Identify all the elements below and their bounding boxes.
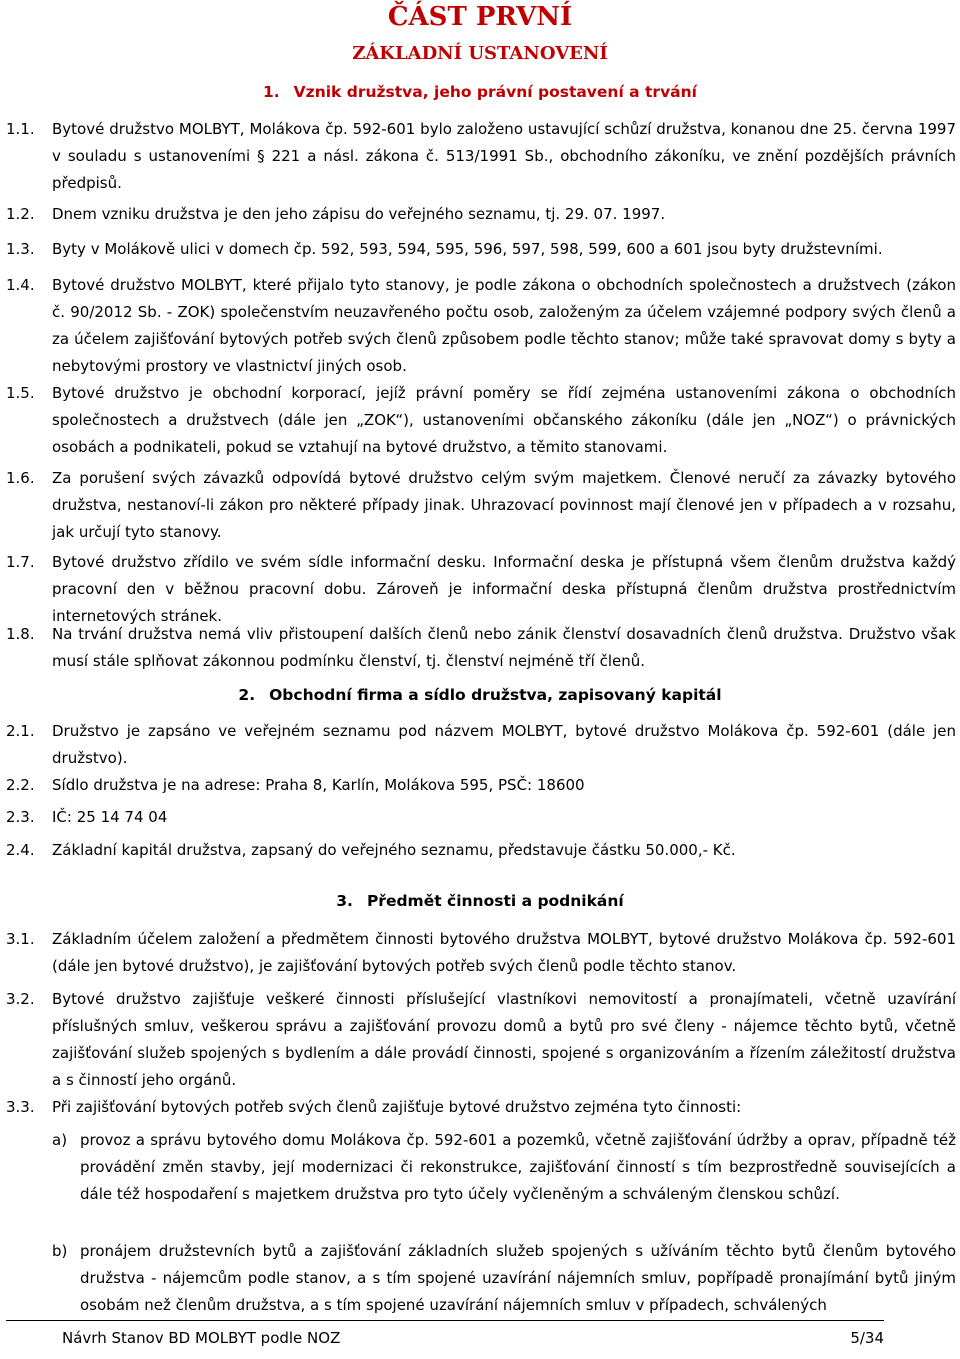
part-title: ČÁST PRVNÍ <box>387 2 573 32</box>
section-number: 1. <box>262 83 280 101</box>
paragraph-number: 1.7. <box>6 553 35 571</box>
paragraph-1-8 <box>6 621 956 675</box>
paragraph-text: Družstvo je zapsáno ve veřejném seznamu pod názvem MOLBYT, bytové družstvo Molákova čp. 592-601 (dále jen družstvo). <box>52 722 956 767</box>
paragraph-text: Sídlo družstva je na adrese: Praha 8, Karlín, Molákova 595, PSČ: 18600 <box>52 776 585 794</box>
paragraph-text: Bytové družstvo je obchodní korporací, jejíž právní poměry se řídí zejména ustanoveními zákona o obchodních společnostech a družstvech (dále jen „ZOK“), ustanoveními občanského zákoníku (dále jen „NOZ“) o právnických osobách a podnikateli, pokud se vztahují na bytové družstvo, a těmito stanovami. <box>52 384 956 456</box>
paragraph-text: Bytové družstvo zajišťuje veškeré činnosti příslušející vlastníkovi nemovitostí a pronajímateli, včetně uzavírání příslušných smluv, veškerou správu a zajišťování provozu domů a bytů pro své členy - nájemce těchto bytů, včetně zajišťování služeb spojených s bydlením a dále provádí činnosti, spojené s organizováním a řízením záležitostí družstva a s činností jeho orgánů. <box>52 990 956 1089</box>
paragraph-text: Bytové družstvo zřídilo ve svém sídle informační desku. Informační deska je přístupná všem členům družstva každý pracovní den v běžnou pracovní dobu. Zároveň je informační deska přístupná členům družstva prostřednictvím internetových stránek. <box>52 553 956 625</box>
paragraph-1-6 <box>6 465 956 546</box>
paragraph-1-7 <box>6 549 956 630</box>
paragraph-number: 2.1. <box>6 722 35 740</box>
paragraph-text: Základní kapitál družstva, zapsaný do veřejného seznamu, představuje částku 50.000,- Kč. <box>52 841 736 859</box>
item-label: b) <box>52 1242 68 1260</box>
section-number: 3. <box>336 892 353 910</box>
section-number: 2. <box>238 686 256 704</box>
paragraph-2-2 <box>6 772 956 799</box>
section-title: Předmět činnosti a podnikání <box>366 892 624 910</box>
paragraph-text: Při zajišťování bytových potřeb svých členů zajišťuje bytové družstvo zejména tyto činnosti: <box>52 1098 742 1116</box>
item-text: provoz a správu bytového domu Molákova čp. 592-601 a pozemků, včetně zajišťování údržby a oprav, případně též provádění změn stavby, její modernizaci či rekonstrukce, zajišťování činností s tím bezprostředně souvisejících a dále též hospodaření s majetkem družstva pro tyto účely vyčleněným a schváleným členskou schůzí. <box>80 1131 956 1203</box>
paragraph-3-1 <box>6 926 956 980</box>
paragraph-text: Bytové družstvo MOLBYT, které přijalo tyto stanovy, je podle zákona o obchodních společnostech a družstvech (zákon č. 90/2012 Sb. - ZOK) společenstvím neuzavřeného počtu osob, založeným za účelem vzájemné podpory svých členů a za účelem zajišťování bytových potřeb svých členů způsobem podle těchto stanov; může také spravovat domy s byty a nebytovými prostory ve vlastnictví jiných osob. <box>52 276 956 375</box>
section-title: Vznik družstva, jeho právní postavení a trvání <box>293 83 697 101</box>
paragraph-number: 3.1. <box>6 930 35 948</box>
section-title: Obchodní firma a sídlo družstva, zapisovaný kapitál <box>269 686 722 704</box>
paragraph-1-4 <box>6 272 956 380</box>
paragraph-number: 1.1. <box>6 120 35 138</box>
paragraph-number: 1.4. <box>6 276 35 294</box>
paragraph-number: 1.3. <box>6 240 35 258</box>
paragraph-number: 1.2. <box>6 205 35 223</box>
paragraph-3-3 <box>6 1094 956 1121</box>
paragraph-text: Za porušení svých závazků odpovídá bytové družstvo celým svým majetkem. Členové neručí za závazky bytového družstva, nestanoví-li zákon pro některé případy jinak. Uhrazovací povinnost mají členové jen v případech a v rozsahu, jak určují tyto stanovy. <box>52 469 956 541</box>
paragraph-1-1 <box>6 116 956 197</box>
paragraph-text: IČ: 25 14 74 04 <box>52 808 168 826</box>
paragraph-3-2 <box>6 986 956 1094</box>
paragraph-2-4 <box>6 837 956 864</box>
paragraph-text: Byty v Molákově ulici v domech čp. 592, 593, 594, 595, 596, 597, 598, 599, 600 a 601 jsou byty družstevními. <box>52 240 883 258</box>
section-heading-2 <box>0 686 960 704</box>
paragraph-text: Na trvání družstva nemá vliv přistoupení dalších členů nebo zánik členství dosavadních členů družstva. Družstvo však musí stále splňovat zákonnou podmínku členství, tj. členství nejméně tří členů. <box>52 625 956 670</box>
paragraph-2-1 <box>6 718 956 772</box>
section-heading-3 <box>0 892 960 910</box>
paragraph-number: 1.6. <box>6 469 35 487</box>
footer-document-name: Návrh Stanov BD MOLBYT podle NOZ <box>62 1329 341 1347</box>
paragraph-number: 3.3. <box>6 1098 35 1116</box>
paragraph-text: Bytové družstvo MOLBYT, Molákova čp. 592-601 bylo založeno ustavující schůzí družstva, konanou dne 25. června 1997 v souladu s ustanoveními § 221 a násl. zákona č. 513/1991 Sb., obchodního zákoníku, ve znění pozdějších právních předpisů. <box>52 120 956 192</box>
list-item-a <box>52 1127 956 1208</box>
paragraph-number: 2.3. <box>6 808 35 826</box>
item-label: a) <box>52 1131 68 1149</box>
item-text: pronájem družstevních bytů a zajišťování základních služeb spojených s užíváním těchto bytů členům bytového družstva - nájemcům podle stanov, a s tím spojené uzavírání nájemních smluv, popřípadě pronajímání bytů jiným osobám než členům družstva, a s tím spojené uzavírání nájemních smluv v případech, schválených <box>80 1242 956 1314</box>
paragraph-number: 3.2. <box>6 990 35 1008</box>
paragraph-text: Dnem vzniku družstva je den jeho zápisu do veřejného seznamu, tj. 29. 07. 1997. <box>52 205 666 223</box>
footer-page-number: 5/34 <box>850 1329 884 1347</box>
paragraph-number: 2.2. <box>6 776 35 794</box>
paragraph-number: 1.8. <box>6 625 35 643</box>
paragraph-1-2 <box>6 201 956 228</box>
paragraph-text: Základním účelem založení a předmětem činnosti bytového družstva MOLBYT, bytové družstvo Molákova čp. 592-601 (dále jen bytové družstvo), je zajišťování bytových potřeb svých členů podle těchto stanov. <box>52 930 956 975</box>
page-footer <box>6 1320 884 1359</box>
section-heading-1 <box>0 83 960 101</box>
list-item-b <box>52 1238 956 1319</box>
paragraph-number: 2.4. <box>6 841 35 859</box>
part-subtitle: ZÁKLADNÍ USTANOVENÍ <box>352 43 608 64</box>
paragraph-1-3 <box>6 236 956 263</box>
paragraph-2-3 <box>6 804 956 831</box>
paragraph-number: 1.5. <box>6 384 35 402</box>
paragraph-1-5 <box>6 380 956 461</box>
